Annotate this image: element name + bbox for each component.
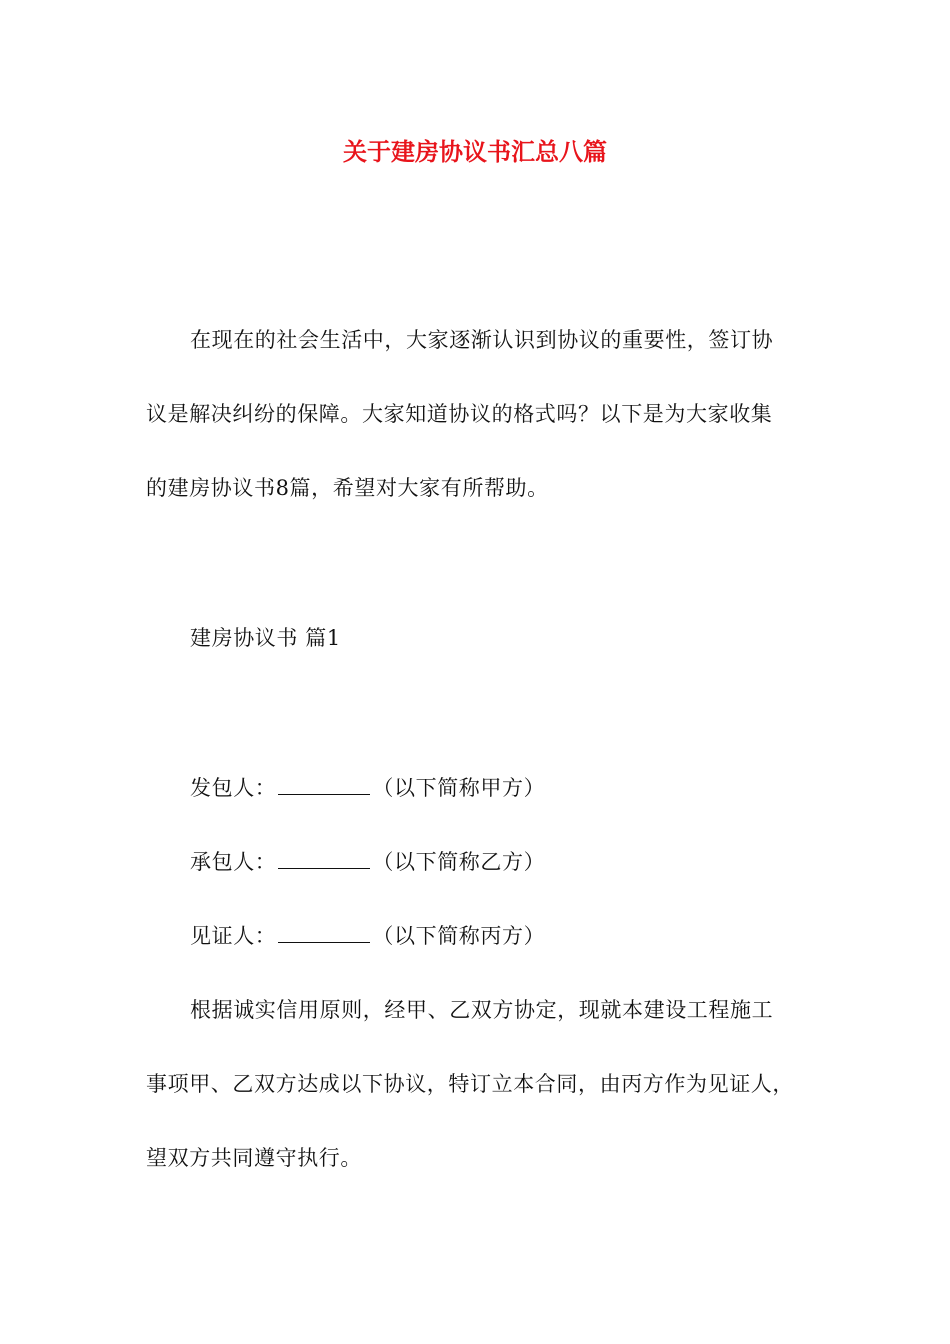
party-client-blank: [278, 774, 370, 795]
party-contractor: [190, 846, 545, 878]
party-contractor-blank: [278, 848, 370, 869]
body-line-2: 事项甲、乙双方达成以下协议，特订立本合同，由丙方作为见证人，: [146, 1072, 794, 1096]
party-contractor-note: （以下简称乙方）: [372, 850, 546, 874]
party-client-note: （以下简称甲方）: [372, 776, 546, 800]
party-witness: [190, 920, 545, 952]
intro-line-3: 的建房协议书8篇，希望对大家有所帮助。: [146, 476, 549, 500]
intro-line-1: 在现在的社会生活中，大家逐渐认识到协议的重要性，签订协: [190, 328, 774, 352]
party-witness-note: （以下简称丙方）: [372, 924, 546, 948]
intro-line-2: 议是解决纠纷的保障。大家知道协议的格式吗？以下是为大家收集: [146, 402, 773, 426]
section-heading: 建房协议书 篇1: [190, 626, 341, 650]
party-witness-label: 见证人：: [190, 924, 277, 948]
body-line-1: 根据诚实信用原则，经甲、乙双方协定，现就本建设工程施工: [190, 998, 774, 1022]
document-title: 关于建房协议书汇总八篇: [343, 137, 607, 166]
party-contractor-label: 承包人：: [190, 850, 277, 874]
party-client: [190, 772, 545, 804]
party-witness-blank: [278, 922, 370, 943]
party-client-label: 发包人：: [190, 776, 277, 800]
body-line-3: 望双方共同遵守执行。: [146, 1146, 362, 1170]
